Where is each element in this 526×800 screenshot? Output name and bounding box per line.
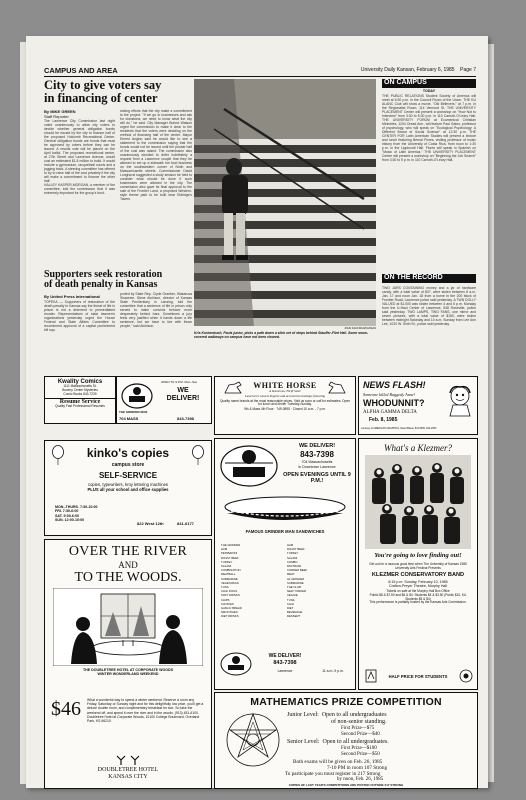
- grinder-logo-icon: [120, 381, 154, 411]
- menu-item: COMBO: [287, 559, 298, 564]
- river-brand: DOUBLETREE HOTEL: [97, 767, 159, 773]
- article2-headline-line2: of death penalty in Kansas: [44, 279, 158, 290]
- kinkos-line2: PLUS all your school and office supplies: [87, 487, 169, 492]
- grinder-open: OPEN EVENINGS UNTIL 9 P.M.!: [283, 472, 351, 484]
- couple-dinner-illustration: [53, 588, 203, 666]
- article2-body-right: [120, 292, 192, 372]
- kinkos-line1: copies, typewriters, kroy lettering machines: [87, 482, 169, 487]
- junior-second: Second Prize—$40: [341, 732, 380, 737]
- math-title: MATHEMATICS PRIZE COMPETITION: [250, 696, 442, 708]
- grinder-small-open: OPEN TIL 9 P.M. Mon.-Sat.: [161, 380, 198, 384]
- exam-time: 7-10 PM in room 107 Strong: [327, 765, 388, 771]
- page-number: Page 7: [460, 67, 476, 73]
- menu-item: MEATBALL: [221, 572, 236, 577]
- menu-item: SUBMARINE: [221, 576, 238, 581]
- menu-item: TURKEY: [221, 559, 233, 564]
- menu-item: SALAMI: [221, 564, 232, 569]
- register-line2: by noon, Feb. 26, 1985: [337, 777, 384, 782]
- article1-headline-line2: in financing of center: [44, 90, 158, 105]
- menu-item: MEAT: [287, 572, 295, 577]
- klezmer-title: What's a Klezmer?: [384, 443, 452, 453]
- menu-item: THE CLUB: [287, 585, 301, 590]
- white-horse-hours: Closed 10 a.m. - 7 p.m.: [292, 407, 326, 412]
- article2-headline-line1: Supporters seek restoration: [44, 269, 163, 280]
- klezmer-time: 8:15 p.m. Sunday, February 10, 1985: [388, 580, 448, 584]
- horse-icon-right: [325, 381, 347, 395]
- menu-item: BEVERAGE: [287, 610, 303, 615]
- menu-item: TUNA: [287, 597, 295, 602]
- kinkos-hours-sat: SAT. 9:00-6:00: [55, 513, 80, 518]
- photo-caption: Kris Kurbenbuch, Pauls junior, picks a path down a slick set of steps behind Stauffer-Flint Hall. Some snow-covered walkways on campus have not been cleared.: [194, 331, 369, 339]
- menu-item: SALAMI: [287, 555, 298, 560]
- menu-item: GARLIC BREAD: [221, 606, 242, 611]
- page-header: [44, 66, 476, 77]
- grinder-footer-addr: Lawrence: [277, 669, 293, 673]
- kwality-line2: Bowery Center Mysteries: [62, 387, 98, 392]
- article2-headline: [44, 270, 196, 290]
- doubletree-logo-icon: [115, 754, 141, 766]
- senior-first: First Prize—$100: [341, 746, 377, 751]
- grinder-small-deliver: DELIVER!: [166, 395, 200, 402]
- kinkos-hours-fri: FRI. 7:30-6:00: [55, 509, 79, 514]
- newspaper-page: [26, 36, 488, 788]
- menu-item: NEW YORKER: [287, 589, 307, 594]
- grinder-menu-right: [287, 543, 349, 619]
- menu-item: DIET: [287, 606, 294, 611]
- river-body: What a wonderful way to spend a winter weekend. Reserve a room any Friday, Saturday or Sunday night and for this delightfully low price, you'll get a deluxe double room, and complimentary breakfast for two. So take the weekend off, and spend it over the river and in the woods. (913) 451-6100. Doubletree Hotel at Corporate Woods, 10100 College Boulevard, Overland Park, KS 66210.: [87, 698, 204, 724]
- news-flash-footer: courtesy of AMERICAN GRAPHICS, David Blauw, 843-5050, 842-2053: [361, 427, 437, 430]
- menu-item: CORNED BEEF: [287, 568, 308, 573]
- river-price: $46: [51, 698, 81, 720]
- white-horse-ad: [214, 376, 356, 435]
- kwality-line3: Comic Books 843-7239: [63, 391, 97, 396]
- exam-line: Both exams will be given on Feb. 26, 1985: [293, 759, 383, 765]
- article1-byline-name: By MIKE GREEN: [44, 109, 76, 114]
- klezmer-venue: Crafton-Preyer Theatre, Murphy Hall: [388, 584, 448, 588]
- grinder-small-phone: 843-7398: [177, 416, 194, 421]
- klezmer-prices: Public $8 & $7.50 and $6 & $4. Students $4 & $3.50 (Public $10, KU Students $5 & $4): [369, 592, 467, 601]
- senior-second: Second Prize—$50: [341, 752, 380, 757]
- grinder-small-we: WE: [177, 387, 189, 394]
- menu-item: VEGGIE: [287, 593, 298, 598]
- menu-item: CHIPS: [221, 597, 230, 602]
- grinder-small-brand: THE GRINDER MAN: [119, 410, 148, 414]
- article2-body-left-text: TOPEKA — Supporters of restoration of the death penalty in Kansas say the threat of life in prison is not a deterrent to premeditated murder. Representatives of state lawmen's organizations yesterday urged the House Federal and State Affairs Committee to recommend approval of a capital punishment bill sup-: [44, 300, 115, 332]
- grinder-man-logo-icon: [219, 443, 279, 489]
- menu-item: PASTRAMI: [287, 564, 302, 569]
- klezmer-tagline: You're going to love finding out!: [374, 552, 462, 559]
- stairs-photo-image: [194, 79, 376, 326]
- news-flash-line1: Someone killed Raggedy Anne!: [363, 392, 416, 397]
- menu-item: CHILI: [287, 601, 295, 606]
- menu-item: DESSERT: [287, 614, 301, 619]
- news-photo: [194, 79, 376, 326]
- balloon-icon-right: [191, 445, 205, 465]
- grinder-city: In Downtown Lawrence: [298, 465, 336, 469]
- paper-info: University Daily Kansan, February 6, 1985: [360, 67, 455, 73]
- kwality-address: 1111 Massachusetts St.: [63, 384, 97, 388]
- river-title-line1: OVER THE RIVER: [68, 544, 188, 559]
- menu-item: CHILI DOGS: [221, 589, 238, 594]
- kansas-arts-logo-icon: [365, 669, 377, 683]
- junior-row: [287, 712, 387, 718]
- news-flash-line3: ALPHA GAMMA DELTA: [363, 410, 417, 415]
- menu-item: DIET DRINKS: [221, 614, 239, 619]
- klezmer-half-price: HALF PRICE FOR STUDENTS: [388, 674, 448, 679]
- article2-body-right-text: ported by State Rep. Clyde Graeber, Wakarusa Shawnee. Steve Atchison, director of Kansas State Penitentiary in Lansing, told the committee that a sentence of life in prison only served to make convicts behave more desperately behind bars. Sometimes a jury feels very justified when it hands down a life sentence, but we have to live with those people," said Atchison.: [120, 292, 192, 328]
- menu-item: COOKIES: [221, 601, 234, 606]
- article1-sub-left-text: HALLEY KASPER-MORGAN, a member of the committee, told the commission that it was extremely important for the group's fund-: [44, 183, 115, 195]
- grinder-footer-hours: 11 a.m.-9 p.m.: [322, 669, 344, 673]
- river-sub2: WINTER WONDERLAND WEEKEND: [97, 672, 159, 676]
- resume-service-small: Quality Fast Professional Resumes: [55, 404, 105, 409]
- kwality-name: Kwality Comics: [57, 379, 103, 385]
- grinder-small-address: 704 MASS: [119, 416, 139, 421]
- on-campus-body: THE PUBLIC RELATIONS Student Society of America will meet at 6:30 p.m. in the Council Room of the Union. THE KU ALANC Club will show a movie, "Old Believers," at 7 p.m. in the Regionalist Room, 114 Vermont St. THE UNIVERSITY PLACEMENT Center will present a workshop on "How Not to Interview" from 3:30 to 5:30 p.m. in 110 Carruth-O'Leary Hall. THE UNIVERSITY FORUM at Ecumenical Christian Ministries, 1204 Oread Ave., will feature Paul Gates, professor of psychology, who will speak on "Ecological Psychology: A Different Brand of Social Science" at 12:30 p.m. THE CENTER FOR Latin American Studies will present a lecture and lunch featuring Bernal Flores, visiting professor of music history from the University of Costa Rica, from noon to 1:30 p.m. in the Lippincott Hall. Flores will speak in Spanish on "Music of Latin America." THE UNIVERSITY PLACEMENT Center will present a workshop on "Beginning the Job Search" from 3:30 to 5 p.m. in 110 Carruth-O'Leary Hall.: [382, 94, 476, 162]
- news-flash-line4: Feb. 8, 1985: [369, 417, 398, 423]
- senior-label: Senior Level:: [287, 739, 320, 745]
- article1-byline: [44, 109, 116, 119]
- article1-body-left: [44, 119, 115, 267]
- kwality-comics-ad: [44, 376, 116, 424]
- news-flash-line2: WHODUNNIT?: [363, 398, 425, 408]
- river-city: KANSAS CITY: [108, 774, 148, 780]
- menu-item: HAM: [287, 543, 294, 547]
- grinder-big-ad: [214, 438, 356, 690]
- article2-body-left: [44, 300, 115, 372]
- balloon-icon-left: [51, 445, 65, 465]
- klezmer-band: KLEZMER CONSERVATORY BAND: [371, 572, 465, 578]
- river-sub: THE DOUBLETREE HOTEL AT CORPORATE WOODS: [82, 668, 174, 672]
- klezmer-note: This performance is partially funded by the Kansas Arts Commission.: [369, 600, 467, 605]
- photo-credit: JOHN KAUFMAN/KANSAN: [344, 327, 376, 330]
- junior-first: First Prize—$75: [341, 726, 375, 731]
- white-horse-announce: Lawrence's newest lingerie and accessories boutique featuring: [244, 393, 326, 398]
- menu-item: TURKEY: [287, 551, 299, 556]
- horse-icon-left: [223, 381, 245, 395]
- grinder-footer-we: WE DELIVER!: [268, 653, 302, 659]
- menu-item: THE GRINDER: [221, 543, 241, 547]
- junior-label: Junior Level:: [287, 712, 319, 718]
- sandwich-illustration: [221, 493, 349, 529]
- grinder-small-ad: [116, 376, 212, 424]
- kinkos-phone: 841-6177: [177, 521, 194, 526]
- menu-item: ROAST BEEF: [221, 555, 239, 560]
- senior-row: [287, 739, 389, 745]
- article1-headline: [44, 79, 194, 104]
- news-flash-title: NEWS FLASH!: [363, 380, 426, 390]
- klezmer-ad: [358, 438, 478, 690]
- white-horse-phone: 749-0895: [276, 407, 290, 412]
- kinkos-ad: [44, 440, 212, 536]
- grinder-address: 704 Massachusetts: [301, 460, 333, 464]
- klezmer-get-out: Get out for a raucous good time when The University of Kansas 1985 University Arts Festival Presents: [369, 562, 467, 570]
- raggedy-ann-icon: [447, 385, 473, 417]
- math-footer: COPIES OF LAST YEAR'S COMPETITIONS ARE POSTED OUTSIDE 217 STRONG: [288, 783, 404, 787]
- menu-item: PEPPERONI: [221, 551, 238, 556]
- junior-desc2: of non-senior standing.: [331, 719, 387, 725]
- kinkos-hours-sun: SUN. 12:00-10:00: [55, 518, 85, 523]
- on-campus-day: TODAY: [422, 89, 436, 93]
- white-horse-brand: WHITE HORSE: [253, 381, 317, 390]
- geometric-star-icon: [225, 712, 281, 768]
- menu-item: SMOOTHIES: [221, 610, 238, 615]
- white-horse-tagline: A brand new Thrift Store: [269, 389, 301, 393]
- menu-item: COMBINATION: [221, 568, 241, 573]
- river-title-line3: TO THE WOODS.: [74, 570, 182, 585]
- article1-body-right: [120, 109, 192, 267]
- senior-desc: Open to all undergraduates.: [322, 739, 389, 745]
- grinder-we-deliver: WE DELIVER!: [298, 443, 336, 449]
- article2-byline: By United Press International: [44, 294, 100, 299]
- river-title-line2: AND: [118, 560, 138, 570]
- junior-desc: Open to all undergraduates: [321, 712, 387, 718]
- kinkos-brand: kinko's copies: [86, 446, 170, 460]
- menu-item: SOFT DRINKS: [221, 593, 240, 598]
- resume-service-banner: Resume Service: [45, 398, 115, 405]
- header-right: [361, 67, 476, 73]
- article1-headline-line1: City to give voters say: [44, 78, 162, 92]
- on-record-heading: ON THE RECORD: [382, 274, 476, 283]
- kinkos-service: SELF-SERVICE: [98, 471, 158, 480]
- menu-item: LE GRINDER: [287, 576, 305, 581]
- kinkos-hours: [55, 505, 98, 523]
- article1-body-right-text: raising efforts that the city make a commitment to the project. "If we go to businesses and ask for donations, we need to know what the city will do," he said. City Manager Buford Watson urged the commission to make it clear to the residents that the voters were deciding on the method of financing half of the center. Mayor Ernest Angino said he would like to see a statement to the commission saying that the bonds would not be issued until the private half of the cost was raised. The commission also unanimously decided to defer indefinitely a request from a Lawrence couple that they be allowed to set up a sidewalk hot food business on the southwestern corner of Ninth and Massachusetts streets. Commissioner David Longhurst suggested a study session be held to consider what should be done if such businesses were allowed in the city. The commission also gave its final approval to the sale of the Frontier Land, a proposed Western-style theme park to be built near Eldridge's Tavern.: [120, 109, 192, 201]
- menu-item: ROAST BEEF: [287, 547, 305, 552]
- on-campus-heading: ON CAMPUS: [382, 79, 476, 88]
- article1-byline-role: Staff Reporter: [44, 114, 69, 119]
- grinder-phone: 843-7398: [300, 450, 334, 459]
- white-horse-address: 9th & Mass 4th Floor: [244, 407, 274, 412]
- doubletree-ad: [44, 539, 212, 789]
- article1-body-left-text: The Lawrence City Commission last night voted unanimously to allow city voters to decide whether general obligation bonds should be issued by the city to finance half of the proposed Holcomb Recreational Center. General obligation bonds are bonds that must be approved by voters before they can be issued. A results vote will be placed on the April ballot. The proposed recreational center, at 27th Street and Lawrence Avenue, would cost an estimated $1.8 million to build. It would include a gymnasium, racquetball courts and a jogging track. A steering committee has offered to try to raise half of the cost privately if the city will make a commitment to finance the other half.: [44, 119, 115, 183]
- festival-logo-icon: [459, 669, 473, 683]
- menu-item: SUBMARINE: [287, 580, 304, 585]
- news-flash-ad: [358, 376, 478, 435]
- section-title: CAMPUS AND AREA: [44, 66, 118, 75]
- klezmer-band-photo: [365, 455, 471, 549]
- grinder-famous: FAMOUS GRINDER MAN SANDWICHES: [245, 529, 325, 534]
- kinkos-tagline: campus store: [111, 462, 145, 468]
- white-horse-footer: 9th & Mass 4th Floor · 749-0895 · Closed 10 a.m. - 7 p.m.: [244, 407, 326, 412]
- grinder-footer-logo-icon: [219, 651, 253, 677]
- kinkos-address: 822 West 12th: [137, 521, 164, 526]
- menu-item: HAM: [221, 547, 228, 552]
- kinkos-hours-weekday: MON.-THURS. 7:30-10:00: [55, 505, 98, 509]
- register-line: To participate you must register in 217 Strong: [285, 771, 381, 777]
- klezmer-tickets: Tickets on sale at the Murphy Hall Box Office: [386, 589, 450, 593]
- on-record-body: TWO JARS CONTAINING money and a jar of hardware candy, with a total value of $37, were stolen between 8 a.m. Jan. 17 and noon Jan. 18 from a home in the 200 block of Frontier Road, Lawrence police said yesterday. A TWN DOLLY VALUED at $1,000 was stolen between 4 and 5 p.m. Monday from the U-Haul Center of Lawrence, 548 Roseville, police said yesterday. TWO LAMPS, TWO FANS, one mirror and seven pictures, with a total value of $150, were stolen between midnight Saturday and 10 a.m. Sunday from Lee Ann Lee, 1020 W. Sixth St., police said yesterday.: [382, 286, 476, 326]
- white-horse-body: Quality name brands at the most reasonable prices. Visit us soon or call for estimates. Open for lunch and dinner Tuesday-Sunday.: [220, 398, 350, 407]
- math-competition-ad: [214, 692, 478, 789]
- grinder-footer-phone: 843-7398: [273, 660, 297, 666]
- menu-item: VEGETARIAN: [221, 580, 239, 585]
- menu-item: TUNA: [221, 585, 229, 590]
- grinder-menu-left: [221, 543, 281, 619]
